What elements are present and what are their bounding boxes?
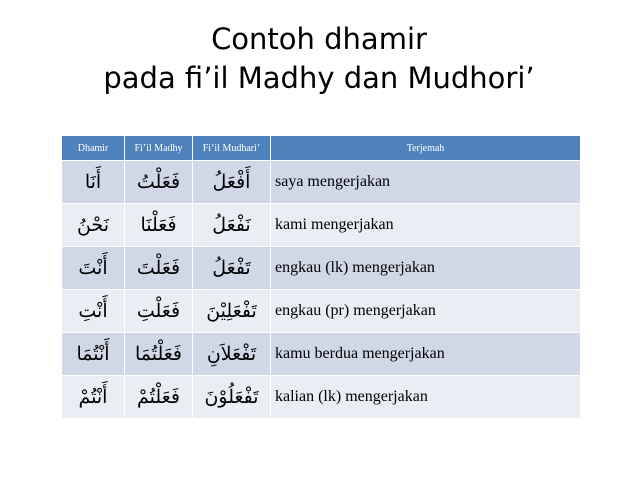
mudhari-cell: تَفْعَلاَنِ <box>193 333 271 376</box>
table-row <box>62 290 581 333</box>
terjemah-cell: saya mengerjakan <box>271 161 581 204</box>
table-row <box>62 161 581 204</box>
header-fiil-mudhari: Fi’il Mudhari’ <box>193 136 271 161</box>
mudhari-cell: تَفْعَلُوْنَ <box>193 376 271 419</box>
madhy-cell: فَعَلْنَا <box>125 204 193 247</box>
dhamir-table <box>61 135 581 419</box>
header-terjemah: Terjemah <box>271 136 581 161</box>
dhamir-cell: أَنَا <box>62 161 125 204</box>
madhy-cell: فَعَلْتِ <box>125 290 193 333</box>
dhamir-cell: نَحْنُ <box>62 204 125 247</box>
mudhari-cell: أَفْعَلُ <box>193 161 271 204</box>
dhamir-cell: أَنْتِ <box>62 290 125 333</box>
table-row <box>62 333 581 376</box>
header-dhamir: Dhamir <box>62 136 125 161</box>
title-line-2: pada fi’il Madhy dan Mudhori’ <box>103 61 535 95</box>
dhamir-cell: أَنْتُمْ <box>62 376 125 419</box>
title-line-1: Contoh dhamir <box>211 22 427 56</box>
table-row <box>62 376 581 419</box>
madhy-cell: فَعَلْتَ <box>125 247 193 290</box>
header-fiil-madhy: Fi’il Madhy <box>125 136 193 161</box>
mudhari-cell: تَفْعَلِيْنَ <box>193 290 271 333</box>
mudhari-cell: نَفْعَلُ <box>193 204 271 247</box>
mudhari-cell: تَفْعَلُ <box>193 247 271 290</box>
madhy-cell: فَعَلْتُمْ <box>125 376 193 419</box>
terjemah-cell: kamu berdua mengerjakan <box>271 333 581 376</box>
madhy-cell: فَعَلْتُمَا <box>125 333 193 376</box>
table-row <box>62 247 581 290</box>
dhamir-cell: أَنْتَ <box>62 247 125 290</box>
table-row <box>62 204 581 247</box>
madhy-cell: فَعَلْتُ <box>125 161 193 204</box>
terjemah-cell: engkau (pr) mengerjakan <box>271 290 581 333</box>
terjemah-cell: engkau (lk) mengerjakan <box>271 247 581 290</box>
dhamir-cell: أَنْتُمَا <box>62 333 125 376</box>
terjemah-cell: kalian (lk) mengerjakan <box>271 376 581 419</box>
slide-title <box>0 20 638 98</box>
terjemah-cell: kami mengerjakan <box>271 204 581 247</box>
table-header-row <box>62 136 581 161</box>
